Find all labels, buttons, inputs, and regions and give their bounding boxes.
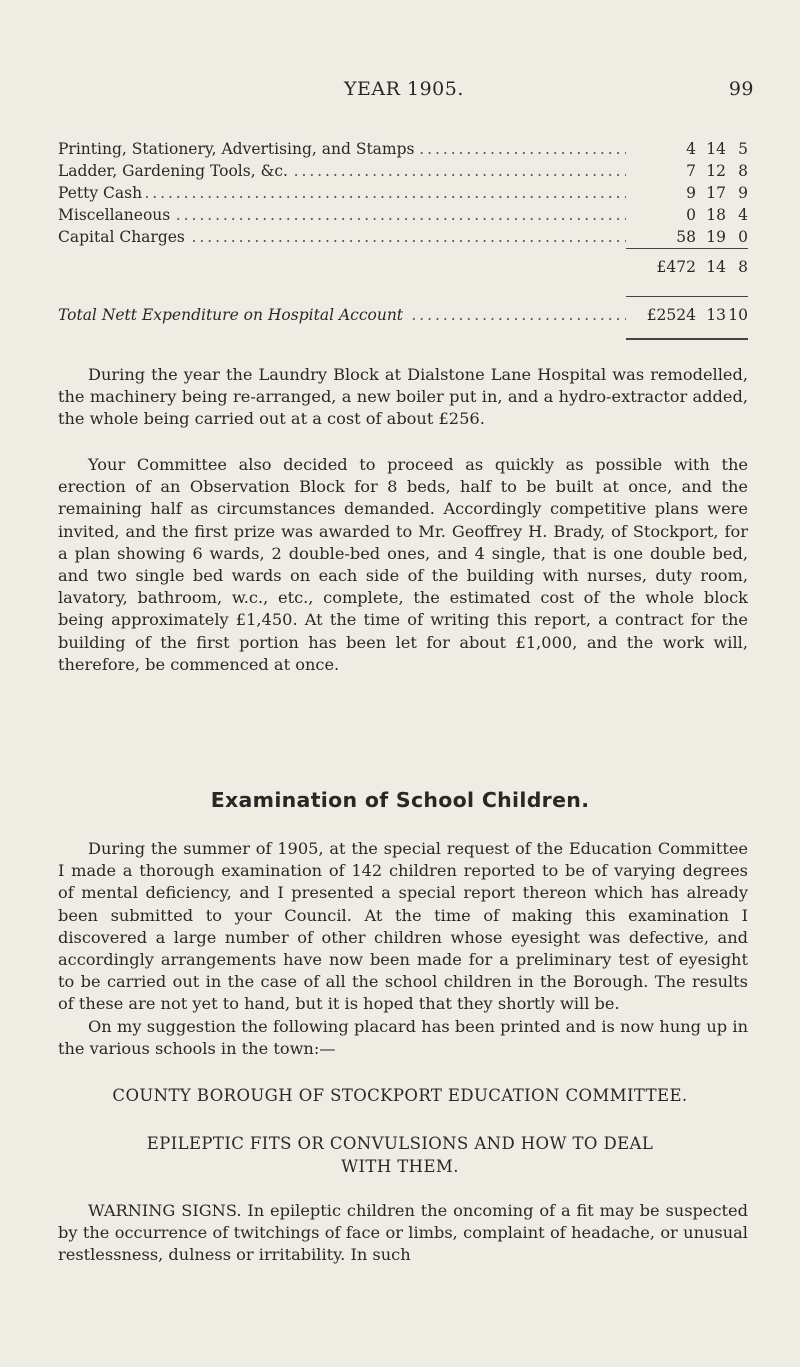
epileptic-heading-line-2: WITH THEM. bbox=[341, 1157, 459, 1176]
subtotal-pence: 8 bbox=[738, 258, 748, 276]
item-label: Ladder, Gardening Tools, &c. bbox=[58, 162, 292, 180]
placard-paragraph: On my suggestion the following placard has been printed and is now hung up in the various schools in the town:— bbox=[58, 1017, 748, 1059]
table-row bbox=[58, 204, 748, 226]
expenditure-table bbox=[58, 138, 748, 248]
subtotal-row bbox=[58, 258, 748, 280]
shillings: 12 bbox=[706, 162, 726, 180]
total-row bbox=[58, 306, 748, 328]
running-header bbox=[0, 78, 800, 108]
total-shillings: 13 bbox=[706, 306, 726, 324]
page-number: 99 bbox=[728, 78, 754, 100]
total-top-rule bbox=[626, 296, 748, 297]
warning-paragraph: WARNING SIGNS. In epileptic children the oncoming of a fit may be suspected by the occurrence of twitchings of face or limbs, complaint of headache, or unusual restlessness, dulness or irritability. In such bbox=[58, 1201, 748, 1265]
table-row bbox=[58, 138, 748, 160]
pounds: 0 bbox=[686, 206, 696, 224]
section-heading: Examination of School Children. bbox=[210, 788, 590, 812]
subtotal-shillings: 14 bbox=[706, 258, 726, 276]
pence: 5 bbox=[738, 140, 748, 158]
shillings: 14 bbox=[706, 140, 726, 158]
table-row bbox=[58, 160, 748, 182]
shillings: 19 bbox=[706, 228, 726, 246]
observation-paragraph: Your Committee also decided to proceed as quickly as possible with the erection of an Observation Block for 8 beds, half to be built at once, and the remaining half as circumstances demanded. Accordingly competitive plans were invited, and the first prize was awarded to Mr. Geoffrey H. Brady, of Stockport, for a plan showing 6 wards, 2 double-bed ones, and 4 single, that is one double bed, and two single bed wards on each side of the building with nurses, duty room, lavatory, bathroom, w.c., etc., complete, the estimated cost of the whole block being approximately £1,450. At the time of writing this report, a contract for the building of the first portion has been let for about £1,000, and the work will, therefore, be commenced at once. bbox=[58, 455, 748, 674]
item-label: Printing, Stationery, Advertising, and Stamps bbox=[58, 140, 419, 158]
table-row bbox=[58, 182, 748, 204]
epileptic-heading-line-1: EPILEPTIC FITS OR CONVULSIONS AND HOW TO DEAL bbox=[146, 1134, 654, 1153]
shillings: 18 bbox=[706, 206, 726, 224]
school-paragraph: During the summer of 1905, at the special request of the Education Committee I made a thorough examination of 142 children reported to be of varying degrees of mental deficiency, and I presented a special report thereon which has already been submitted to your Council. At the time of making this examination I discovered a large number of other children whose eyesight was defective, and accordingly arrangements have now been made for a preliminary test of eyesight to be carried out in the case of all the school children in the Borough. The results of these are not yet to hand, but it is hoped that they shortly will be. bbox=[58, 839, 748, 1014]
item-label: Miscellaneous bbox=[58, 206, 174, 224]
pence: 8 bbox=[738, 162, 748, 180]
pence: 4 bbox=[738, 206, 748, 224]
table-row bbox=[58, 226, 748, 248]
pounds: 7 bbox=[686, 162, 696, 180]
total-double-rule bbox=[626, 338, 748, 340]
total-pounds: £2524 bbox=[646, 306, 696, 324]
pounds: 58 bbox=[676, 228, 696, 246]
item-label: Petty Cash bbox=[58, 184, 146, 202]
total-label: Total Nett Expenditure on Hospital Account bbox=[58, 306, 407, 324]
header-title: YEAR 1905. bbox=[344, 78, 464, 100]
shillings: 17 bbox=[706, 184, 726, 202]
subtotal-pounds: £472 bbox=[656, 258, 696, 276]
pounds: 4 bbox=[686, 140, 696, 158]
pounds: 9 bbox=[686, 184, 696, 202]
subtotal-rule bbox=[626, 248, 748, 249]
pence: 0 bbox=[738, 228, 748, 246]
laundry-paragraph: During the year the Laundry Block at Dialstone Lane Hospital was remodelled, the machinery being re-arranged, a new boiler put in, and a hydro-extractor added, the whole being carried out at a cost of about £256. bbox=[58, 365, 748, 429]
committee-heading: COUNTY BOROUGH OF STOCKPORT EDUCATION COMMITTEE. bbox=[112, 1086, 688, 1105]
pence: 9 bbox=[738, 184, 748, 202]
item-label: Capital Charges bbox=[58, 228, 189, 246]
total-pence: 10 bbox=[728, 306, 748, 324]
